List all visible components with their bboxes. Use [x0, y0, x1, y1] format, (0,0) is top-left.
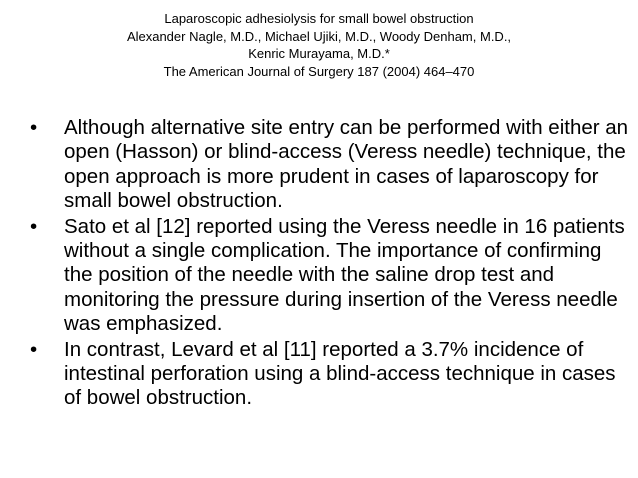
article-title: Laparoscopic adhesiolysis for small bowel obstruction — [164, 11, 474, 26]
authors-line-1: Alexander Nagle, M.D., Michael Ujiki, M.D., Woody Denham, M.D., — [126, 28, 512, 44]
bullet-item — [30, 116, 630, 213]
citation-header — [0, 10, 638, 80]
bullet-item — [30, 338, 630, 411]
authors-line-2: Kenric Murayama, M.D.* — [248, 46, 390, 61]
bullet-icon: • — [30, 214, 38, 238]
bullet-icon: • — [30, 337, 38, 361]
journal-reference: The American Journal of Surgery 187 (2004) 464–470 — [163, 63, 475, 79]
bullet-text: Sato et al [12] reported using the Veress needle in 16 patients without a single complication. The importance of confirming the position of the needle with the saline drop test and monitoring the pressure during insertion of the Veress needle was emphasized. — [64, 214, 625, 335]
bullet-text: In contrast, Levard et al [11] reported a 3.7% incidence of intestinal perforation using a blind-access technique in cases of bowel obstruction. — [64, 337, 616, 410]
bullet-icon: • — [30, 116, 38, 139]
bullet-item — [30, 215, 630, 336]
bullet-text: Although alternative site entry can be performed with either an open (Hasson) or blind-access (Veress needle) technique, the open approach is more prudent in cases of laparoscopy for small bowel obstruction. — [64, 116, 629, 212]
bullet-list — [30, 116, 630, 412]
